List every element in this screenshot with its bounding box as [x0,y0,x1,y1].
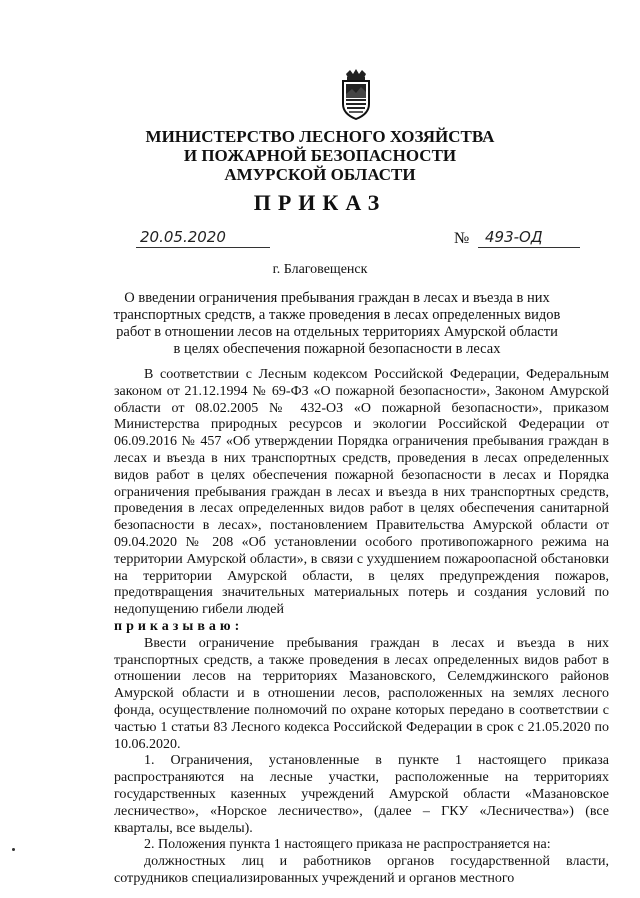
ministry-name-line2: И ПОЖАРНОЙ БЕЗОПАСНОСТИ [183,146,457,165]
city-label: г. Благовещенск [272,262,368,277]
document-type-title: ПРИКАЗ [253,190,387,215]
paragraph-exceptions: должностных лиц и работников органов государственной власти, сотрудников специализированных учреждений и органов местного [114,854,609,886]
order-word-text: приказываю: [114,618,244,634]
paragraph-restriction: Ввести ограничение пребывания граждан в лесах и въезда в них транспортных средств, а также проведения в лесах определенных видов работ в отношении лесов на территориях Мазановского, Селемджинского районов Амурской области и в отношении лесов, расположенных на землях лесного фонда, осуществление полномочий по охране которых передано в соответствии с частью 1 статьи 83 Лесного кодекса Российской Федерации в срок с 21.05.2020 по 10.06.2020. [114,635,609,752]
date-underline [136,247,270,248]
paragraph-item-1: 1. Ограничения, установленные в пункте 1 настоящего приказа распространяются на лесные участки, расположенные на территориях государственных казенных учреждений Амурской области «Мазановское лесничество», «Норское лесничество», (далее – ГКУ «Лесничества») (все кварталы, все выделы). [114,753,609,836]
preamble-paragraph: В соответствии с Лесным кодексом Российской Федерации, Федеральным законом от 21.12.1994 № 69-ФЗ «О пожарной безопасности», Законом Амурской области от 08.02.2005 № 432-ОЗ «О пожарной безопасности», приказом Министерства природных ресурсов и экологии Российской Федерации от 06.09.2016 № 457 «Об утверждении Порядка ограничения пребывания граждан в лесах и въезда в них транспортных средств, проведения в лесах определенных видов работ в целях обеспечения пожарной безопасности в лесах и Порядка ограничения пребывания граждан в лесах и въезда в них транспортных средств, проведения в лесах определенных видов работ в целях обеспечения санитарной безопасности в лесах», постановлением Правительства Амурской области от 09.04.2020 № 208 «Об установлении особого противопожарного режима на территории Амурской области», в связи с ухудшением пожароопасной обстановки на территории Амурской области, в целях предупреждения пожаров, предотвращения значительных материальных потерь и создания условий по недопущению гибели людей [114,367,609,618]
order-number-handwritten: 493-ОД [485,228,543,246]
number-underline [478,247,580,248]
order-subject: О введении ограничения пребывания граждан в лесах и въезда в них транспортных средств, а также проведения в лесах определенных видов работ в отношении лесов на отдельных территориях Амурской области в целях обеспечения пожарной безопасности в лесах [113,290,561,357]
order-body [114,367,609,888]
scan-speck [12,848,15,851]
ministry-name-line1: МИНИСТЕРСТВО ЛЕСНОГО ХОЗЯЙСТВА [145,127,495,146]
paragraph-item-2: 2. Положения пункта 1 настоящего приказа не распространяется на: [144,837,551,853]
ministry-name-line3: АМУРСКОЙ ОБЛАСТИ [224,165,416,184]
coat-of-arms-emblem [340,68,372,120]
order-word [114,619,609,636]
number-sign: № [454,230,470,247]
order-date-handwritten: 20.05.2020 [140,228,226,246]
